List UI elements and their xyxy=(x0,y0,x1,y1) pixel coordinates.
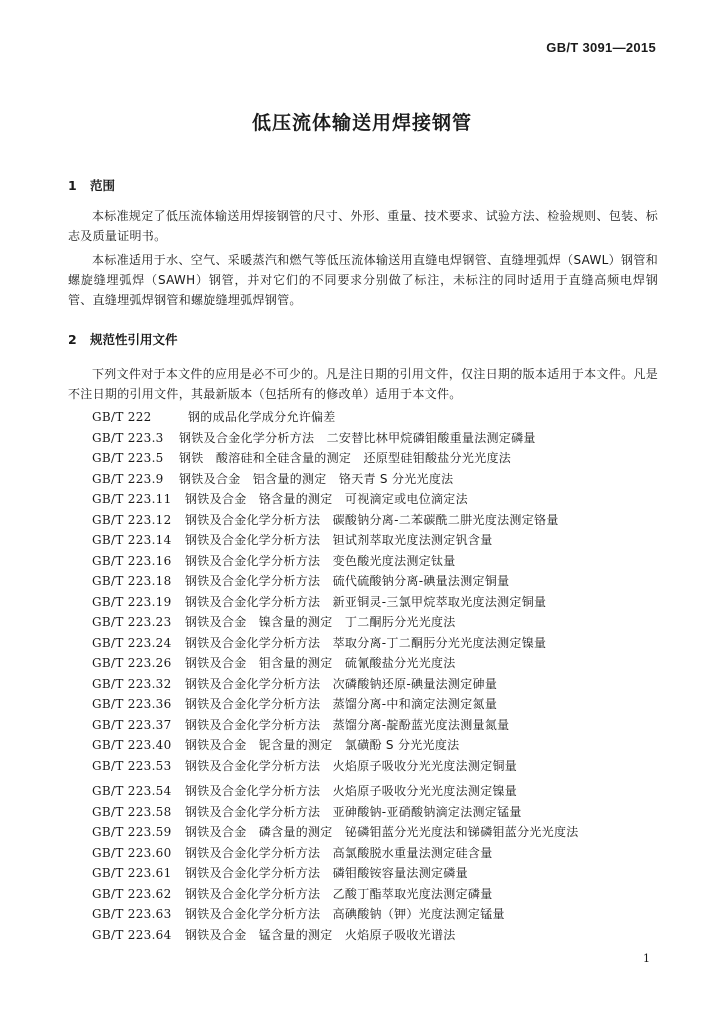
reference-code: GB/T 223.18 xyxy=(92,574,172,588)
references-intro: 下列文件对于本文件的应用是必不可少的。凡是注日期的引用文件，仅注日期的版本适用于本文件。凡是不注日期的引用文件，其最新版本（包括所有的修改单）适用于本文件。 xyxy=(68,367,658,401)
reference-item xyxy=(92,695,672,716)
reference-title: 钢铁及合金化学分析方法 亚砷酸钠-亚硝酸钠滴定法测定锰量 xyxy=(185,804,522,819)
reference-code: GB/T 222 xyxy=(92,410,152,424)
reference-title: 钢铁及合金化学分析方法 火焰原子吸收分光光度法测定铜量 xyxy=(185,758,518,773)
reference-code: GB/T 223.60 xyxy=(92,845,172,860)
reference-code: GB/T 223.9 xyxy=(92,471,164,486)
reference-code: GB/T 223.59 xyxy=(92,825,172,839)
reference-title: 钢铁及合金化学分析方法 变色酸光度法测定钛量 xyxy=(185,553,456,568)
reference-title: 钢铁及合金 铬含量的测定 可视滴定或电位滴定法 xyxy=(185,492,468,506)
reference-title: 钢铁及合金 铝含量的测定 铬天青 S 分光光度法 xyxy=(179,471,454,486)
section-2-heading xyxy=(68,330,178,348)
reference-title: 钢铁及合金化学分析方法 高氯酸脱水重量法测定硅含量 xyxy=(185,845,493,860)
reference-title: 钢铁及合金化学分析方法 二安替比林甲烷磷钼酸重量法测定磷量 xyxy=(179,430,536,445)
reference-title: 钢铁及合金化学分析方法 蒸馏分离-靛酚蓝光度法测量氮量 xyxy=(185,717,510,732)
section-title: 规范性引用文件 xyxy=(90,332,178,347)
reference-item xyxy=(92,613,672,634)
section-number: 1 xyxy=(68,178,77,193)
reference-title: 钢铁及合金化学分析方法 碳酸钠分离-二苯碳酰二肼光度法测定铬量 xyxy=(185,512,559,527)
reference-title: 钢铁及合金化学分析方法 乙酸丁酯萃取光度法测定磷量 xyxy=(185,886,493,901)
reference-title: 钢铁及合金化学分析方法 新亚铜灵-三氯甲烷萃取光度法测定铜量 xyxy=(185,594,547,609)
reference-item xyxy=(92,449,672,470)
reference-list xyxy=(92,408,672,946)
reference-code: GB/T 223.62 xyxy=(92,886,172,901)
reference-code: GB/T 223.23 xyxy=(92,615,172,629)
document-title: 低压流体输送用焊接钢管 xyxy=(251,112,472,134)
reference-title: 钢铁及合金化学分析方法 高碘酸钠（钾）光度法测定锰量 xyxy=(185,907,505,921)
scope-paragraph-2: 本标准适用于水、空气、采暖蒸汽和燃气等低压流体输送用直缝电焊钢管、直缝埋弧焊（SAWL）钢管和螺旋缝埋弧焊（SAWH）钢管，并对它们的不同要求分别做了标注，未标注的同时适用于直缝高频电焊钢管、直缝埋弧焊钢管和螺旋缝埋弧焊钢管。 xyxy=(68,253,658,307)
reference-item xyxy=(92,782,672,803)
reference-item xyxy=(92,926,672,947)
reference-code: GB/T 223.11 xyxy=(92,492,172,506)
reference-item xyxy=(92,634,672,655)
reference-item xyxy=(92,736,672,757)
section-number: 2 xyxy=(68,332,77,347)
reference-title: 钢铁及合金 磷含量的测定 铋磷钼蓝分光光度法和锑磷钼蓝分光光度法 xyxy=(185,825,579,839)
reference-code: GB/T 223.19 xyxy=(92,594,172,609)
reference-item xyxy=(92,511,672,532)
reference-title: 钢铁及合金化学分析方法 钽试剂萃取光度法测定钒含量 xyxy=(185,533,493,547)
reference-title: 钢铁及合金化学分析方法 次磷酸钠还原-碘量法测定砷量 xyxy=(185,676,498,691)
reference-title: 钢铁 酸溶硅和全硅含量的测定 还原型硅钼酸盐分光光度法 xyxy=(179,451,512,465)
reference-item xyxy=(92,905,672,926)
reference-item xyxy=(92,552,672,573)
reference-code: GB/T 223.37 xyxy=(92,717,172,732)
reference-item xyxy=(92,675,672,696)
reference-title: 钢铁及合金 铌含量的测定 氯磺酚 S 分光光度法 xyxy=(185,738,460,752)
reference-item xyxy=(92,572,672,593)
reference-item xyxy=(92,844,672,865)
reference-title: 钢铁及合金化学分析方法 磷钼酸铵容量法测定磷量 xyxy=(185,866,468,880)
reference-title: 钢的成品化学成分允许偏差 xyxy=(188,410,336,424)
reference-title: 钢铁及合金化学分析方法 火焰原子吸收分光光度法测定镍量 xyxy=(185,784,518,798)
reference-item xyxy=(92,408,672,429)
reference-item xyxy=(92,757,672,778)
reference-item xyxy=(92,490,672,511)
reference-code: GB/T 223.63 xyxy=(92,907,172,921)
scope-paragraph-1: 本标准规定了低压流体输送用焊接钢管的尺寸、外形、重量、技术要求、试验方法、检验规则、包装、标志及质量证明书。 xyxy=(68,209,658,243)
reference-item xyxy=(92,885,672,906)
reference-code: GB/T 223.14 xyxy=(92,533,172,547)
reference-item xyxy=(92,864,672,885)
reference-title: 钢铁及合金 镍含量的测定 丁二酮肟分光光度法 xyxy=(185,615,456,629)
reference-item xyxy=(92,716,672,737)
reference-code: GB/T 223.3 xyxy=(92,430,164,445)
reference-item xyxy=(92,470,672,491)
reference-code: GB/T 223.61 xyxy=(92,866,172,880)
section-title: 范围 xyxy=(90,178,116,193)
reference-title: 钢铁及合金化学分析方法 硫代硫酸钠分离-碘量法测定铜量 xyxy=(185,574,510,588)
reference-item xyxy=(92,531,672,552)
reference-item xyxy=(92,803,672,824)
reference-code: GB/T 223.24 xyxy=(92,635,172,650)
reference-code: GB/T 223.53 xyxy=(92,758,172,773)
reference-title: 钢铁及合金化学分析方法 萃取分离-丁二酮肟分光光度法测定镍量 xyxy=(185,635,547,650)
reference-code: GB/T 223.16 xyxy=(92,553,172,568)
reference-item xyxy=(92,429,672,450)
page-number: 1 xyxy=(643,952,650,965)
reference-title: 钢铁及合金化学分析方法 蒸馏分离-中和滴定法测定氮量 xyxy=(185,697,498,711)
reference-item xyxy=(92,823,672,844)
reference-code: GB/T 223.32 xyxy=(92,676,172,691)
reference-item xyxy=(92,654,672,675)
reference-code: GB/T 223.5 xyxy=(92,451,164,465)
reference-code: GB/T 223.54 xyxy=(92,784,172,798)
standard-code: GB/T 3091—2015 xyxy=(546,40,656,55)
reference-code: GB/T 223.12 xyxy=(92,512,172,527)
reference-item xyxy=(92,593,672,614)
reference-title: 钢铁及合金 锰含量的测定 火焰原子吸收光谱法 xyxy=(185,927,456,942)
reference-code: GB/T 223.26 xyxy=(92,656,172,670)
reference-code: GB/T 223.36 xyxy=(92,697,172,711)
reference-code: GB/T 223.40 xyxy=(92,738,172,752)
reference-title: 钢铁及合金 钼含量的测定 硫氰酸盐分光光度法 xyxy=(185,656,456,670)
section-1-heading xyxy=(68,176,115,194)
reference-code: GB/T 223.64 xyxy=(92,927,172,942)
reference-code: GB/T 223.58 xyxy=(92,804,172,819)
